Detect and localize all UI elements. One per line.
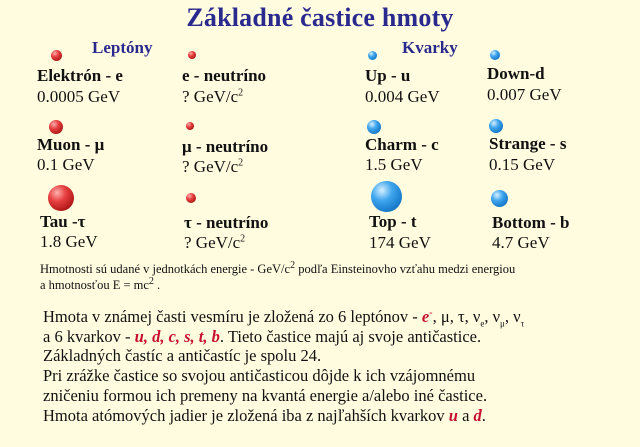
tau-neutrino-mass: ? GeV/$c^2$ <box>184 233 246 252</box>
quarks-heading: Kvarky <box>402 38 458 57</box>
muon-mass: 0.1 GeV <box>37 155 95 174</box>
electron-mass: 0.0005 GeV <box>37 87 121 106</box>
tau-sphere-icon <box>48 185 74 211</box>
tau-mass: 1.8 GeV <box>40 232 98 251</box>
muon-sphere-icon <box>49 120 63 134</box>
bottom-quark-mass: 4.7 GeV <box>492 233 550 252</box>
down-quark-mass: 0.007 GeV <box>487 85 562 104</box>
muon-name: Muon - μ <box>37 135 105 154</box>
strange-quark-sphere-icon <box>489 119 503 133</box>
down-quark-sphere-icon <box>490 50 500 60</box>
paragraph-line-6: Hmota atómových jadier je zložená iba z najľahších kvarkov u a d. <box>43 405 486 425</box>
paragraph-line-1: Hmota v známej časti vesmíru je zložená zo 6 leptónov - e-, μ, τ, $\nu_e$, $\nu_\mu$, $\nu_\tau$ <box>43 307 525 329</box>
down-quark-name: Down-d <box>487 64 545 83</box>
top-quark-sphere-icon <box>371 181 402 212</box>
units-note: Hmotnosti sú udané v jednotkách energie - GeV/$c^2$ podľa Einsteinovho vzťahu medzi energiou a hmotnosťou $E = mc^2$ . <box>40 259 516 292</box>
electron-symbol: e- <box>421 307 433 326</box>
tau-name: Tau -τ <box>40 212 86 231</box>
up-quark-sphere-icon <box>368 51 377 60</box>
tau-neutrino-name: τ - neutríno <box>184 213 269 232</box>
leptons-heading: Leptóny <box>92 38 153 57</box>
up-quark-name: Up - u <box>365 66 411 85</box>
muon-neutrino-mass: ? GeV/$c^2$ <box>182 157 244 176</box>
electron-sphere-icon <box>51 50 62 61</box>
paragraph-line-2: a 6 kvarkov - u, d, c, s, t, b. Tieto častice majú aj svoje antičastice. <box>43 326 482 346</box>
strange-quark-mass: 0.15 GeV <box>489 155 556 174</box>
top-quark-mass: 174 GeV <box>369 233 431 252</box>
muon-neutrino-name: μ - neutríno <box>182 137 269 156</box>
muon-neutrino-sphere-icon <box>186 122 194 130</box>
electron-neutrino-sphere-icon <box>188 51 196 59</box>
top-quark-name: Top - t <box>369 212 417 231</box>
charm-quark-sphere-icon <box>367 120 381 134</box>
description-paragraph <box>43 307 524 425</box>
tau-neutrino-sphere-icon <box>186 193 196 203</box>
electron-neutrino-mass: ? GeV/$c^2$ <box>182 87 244 106</box>
quark-list: u, d, c, s, t, b <box>134 326 220 346</box>
charm-quark-name: Charm - c <box>365 135 439 154</box>
paragraph-line-3: Základných častíc a antičastíc je spolu 24. <box>43 346 322 366</box>
paragraph-line-5: zničeniu formou ich premeny na kvantá energie a/alebo iné častice. <box>43 385 488 405</box>
strange-quark-name: Strange - s <box>489 134 567 153</box>
bottom-quark-name: Bottom - b <box>492 213 570 232</box>
up-quark-mass: 0.004 GeV <box>365 87 440 106</box>
electron-neutrino-name: e - neutríno <box>182 66 267 85</box>
paragraph-line-4: Pri zrážke častice so svojou antičasticou dôjde k ich vzájomnému <box>43 366 476 386</box>
charm-quark-mass: 1.5 GeV <box>365 155 423 174</box>
electron-name: Elektrón - e <box>37 66 123 85</box>
page-title: Základné častice hmoty <box>186 3 454 32</box>
bottom-quark-sphere-icon <box>491 190 508 207</box>
